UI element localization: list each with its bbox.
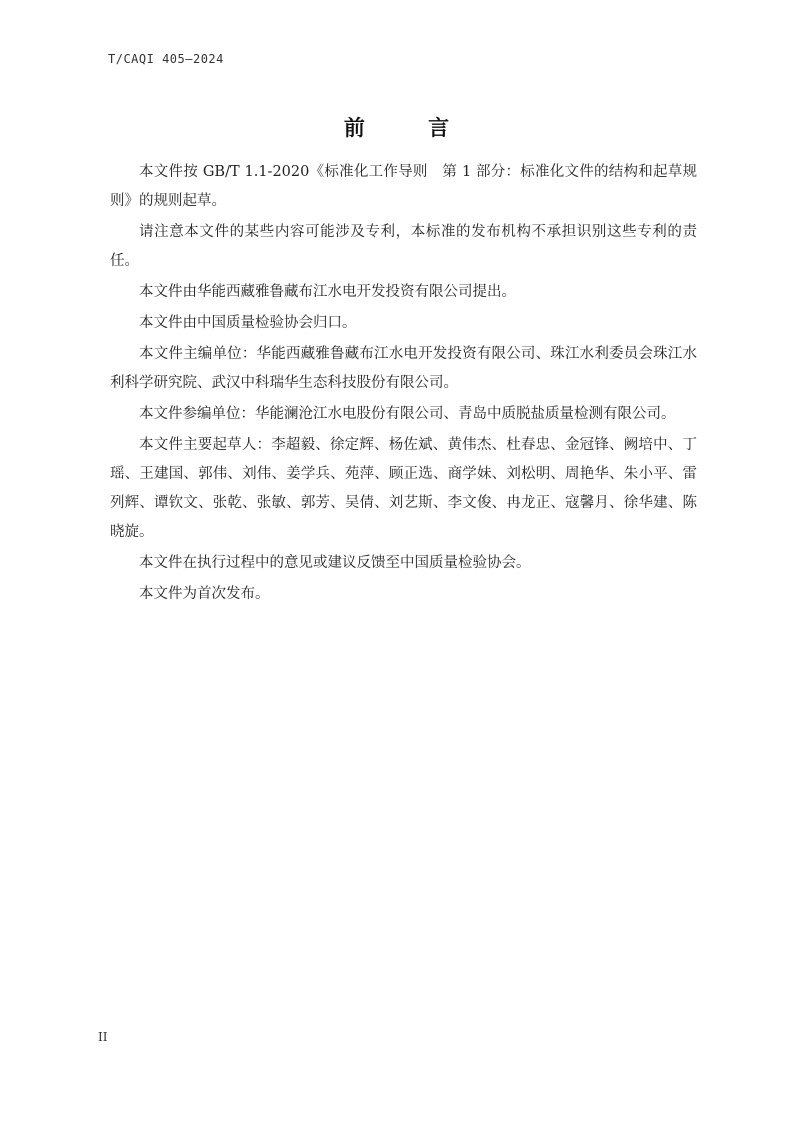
foreword-body [110,158,697,611]
page-title: 前 言 [343,116,478,140]
document-code: T/CAQI 405—2024 [108,52,224,66]
paragraph-feedback: 本文件在执行过程中的意见或建议反馈至中国质量检验协会。 [139,555,531,571]
paragraph-proposer: 本文件由华能西藏雅鲁藏布江水电开发投资有限公司提出。 [139,284,516,300]
page-number: II [98,1030,108,1044]
paragraph-main-drafters: 本文件主要起草人：李超毅、徐定辉、杨佐斌、黄伟杰、杜春忠、金冠锋、阙培中、丁瑶、王建国、郭伟、刘伟、姜学兵、苑萍、顾正选、商学妹、刘松明、周艳华、朱小平、雷列辉、谭钦文、张乾、张敏、郭芳、吴倩、刘艺斯、李文俊、冉龙正、寇馨月、徐华建、陈晓旋。 [110,437,697,540]
paragraph-chief-drafting-units: 本文件主编单位：华能西藏雅鲁藏布江水电开发投资有限公司、珠江水利委员会珠江水利科学研究院、武汉中科瑞华生态科技股份有限公司。 [110,346,697,391]
paragraph-centralized-by: 本文件由中国质量检验协会归口。 [139,315,357,331]
paragraph-participating-units: 本文件参编单位：华能澜沧江水电股份有限公司、青岛中质脱盐质量检测有限公司。 [139,406,676,422]
paragraph-patent-notice: 请注意本文件的某些内容可能涉及专利，本标准的发布机构不承担识别这些专利的责任。 [110,224,697,269]
paragraph-first-release: 本文件为首次发布。 [139,586,270,602]
paragraph-drafting-rules: 本文件按 GB/T 1.1-2020《标准化工作导则 第 1 部分：标准化文件的结构和起草规则》的规则起草。 [110,164,697,209]
